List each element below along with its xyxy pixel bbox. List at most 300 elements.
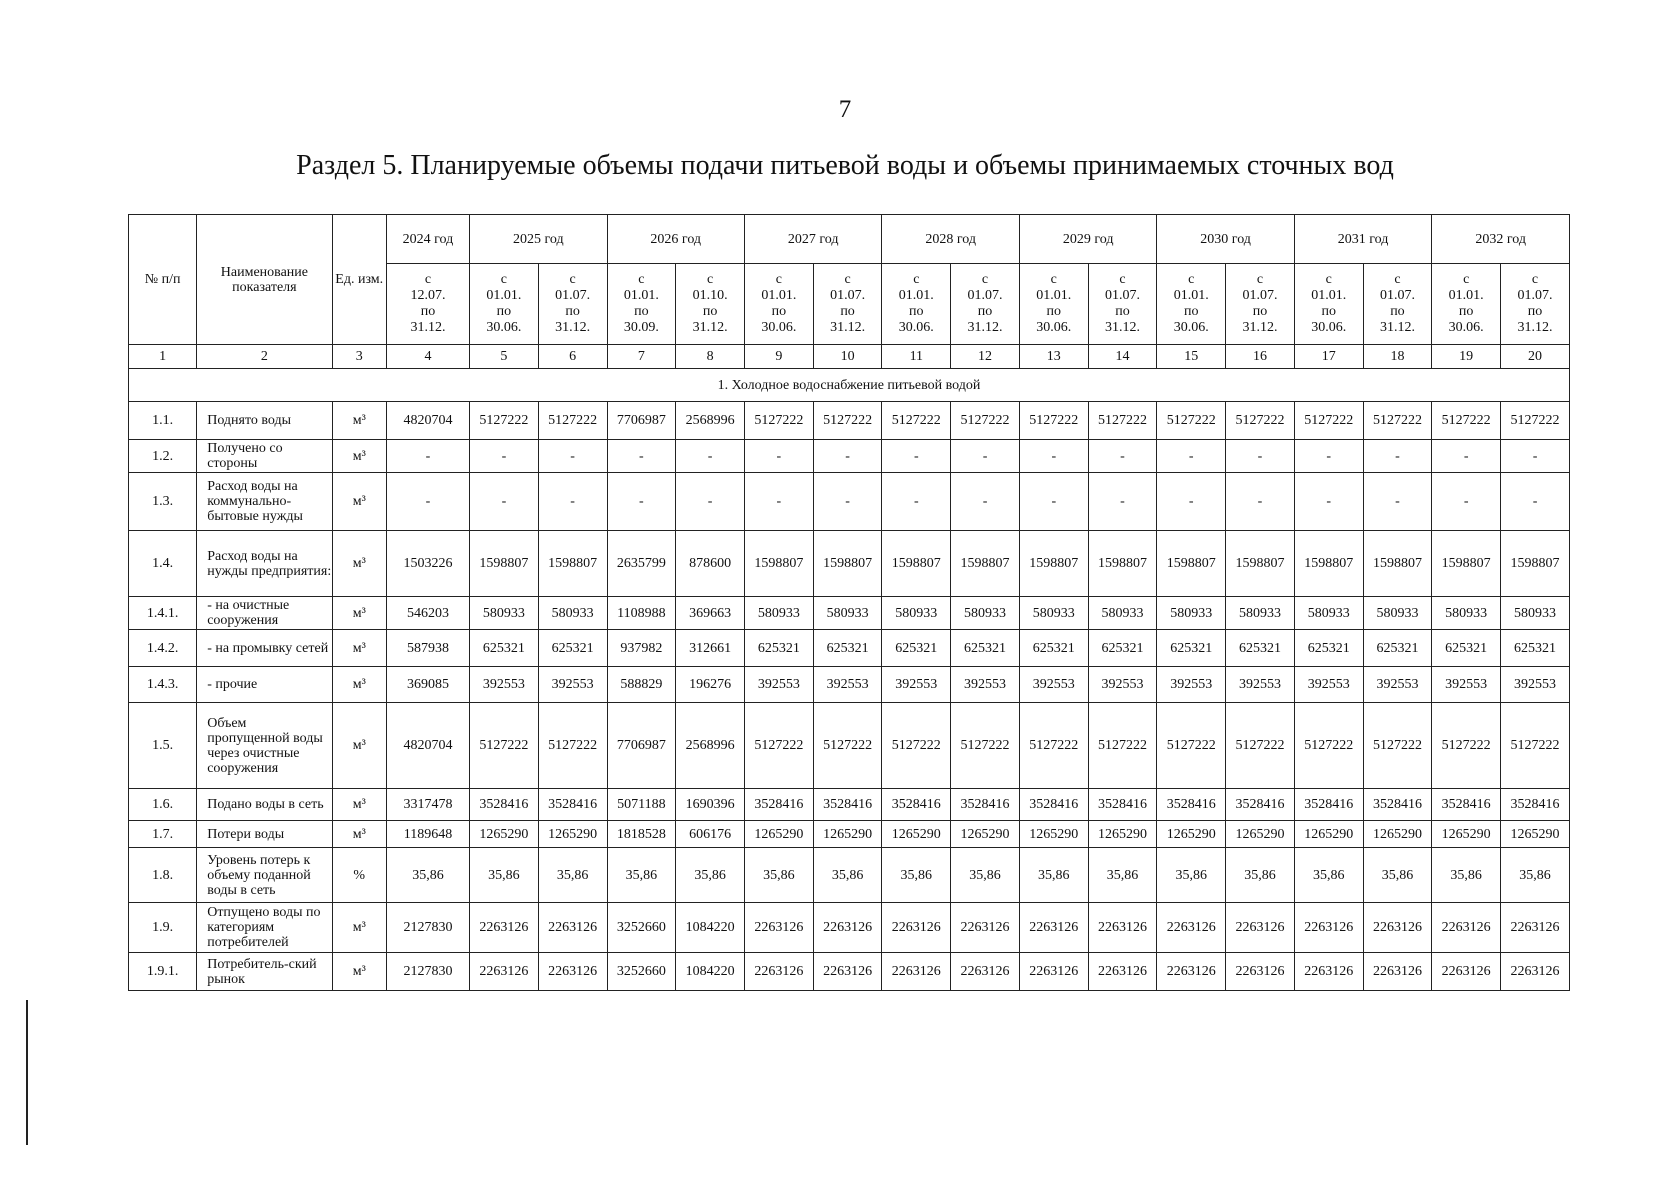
period-line: по — [1046, 304, 1062, 319]
year-header: 2025 год — [470, 215, 607, 264]
period-line: 30.09. — [623, 320, 659, 335]
row-name: Объем пропущенной воды через очистные сооружения — [197, 703, 332, 789]
period-line: 01.01. — [1311, 288, 1347, 303]
period-header — [1226, 264, 1295, 345]
value-cell: 1598807 — [1294, 531, 1363, 597]
value-cell: 1265290 — [1019, 821, 1088, 848]
header-no: № п/п — [129, 215, 197, 345]
period-line: с — [913, 272, 920, 287]
period-line: с — [569, 272, 576, 287]
row-unit: % — [332, 848, 386, 903]
period-line: 31.12. — [692, 320, 728, 335]
row-name: Подано воды в сеть — [197, 789, 332, 821]
value-cell: 5127222 — [1294, 402, 1363, 440]
value-cell: 878600 — [676, 531, 745, 597]
value-cell: 1265290 — [882, 821, 951, 848]
value-cell: 3528416 — [744, 789, 813, 821]
table-row — [129, 667, 1570, 703]
value-cell: - — [1501, 473, 1570, 531]
section-title: 1. Холодное водоснабжение питьевой водой — [129, 369, 1570, 402]
table-row — [129, 953, 1570, 991]
value-cell: - — [1226, 473, 1295, 531]
value-cell: 2263126 — [1432, 953, 1501, 991]
value-cell: 5127222 — [1019, 703, 1088, 789]
period-line: по — [1115, 304, 1130, 319]
period-line: 31.12. — [1379, 320, 1415, 335]
value-cell: 2263126 — [470, 903, 539, 953]
value-cell: 2263126 — [1157, 903, 1226, 953]
value-cell: 1265290 — [1432, 821, 1501, 848]
period-line: 30.06. — [761, 320, 797, 335]
row-name: Уровень потерь к объему поданной воды в сеть — [197, 848, 332, 903]
value-cell: 5127222 — [951, 703, 1020, 789]
value-cell: 35,86 — [470, 848, 539, 903]
row-name: - на промывку сетей — [197, 630, 332, 667]
value-cell: 580933 — [1019, 597, 1088, 630]
value-cell: 5127222 — [813, 402, 882, 440]
column-number: 16 — [1226, 345, 1295, 369]
period-line: по — [1390, 304, 1405, 319]
value-cell: 2263126 — [882, 903, 951, 953]
column-number: 8 — [676, 345, 745, 369]
value-cell: - — [676, 473, 745, 531]
value-cell: 1598807 — [1088, 531, 1157, 597]
table-row — [129, 531, 1570, 597]
period-line: по — [1252, 304, 1268, 319]
value-cell: 2127830 — [386, 903, 469, 953]
period-line: 12.07. — [410, 288, 446, 303]
row-number: 1.4. — [129, 531, 197, 597]
value-cell: 1189648 — [386, 821, 469, 848]
scan-edge-line — [26, 1000, 28, 1145]
row-number: 1.4.3. — [129, 667, 197, 703]
value-cell: 35,86 — [813, 848, 882, 903]
row-name: Потребитель-ский рынок — [197, 953, 332, 991]
value-cell: 1598807 — [470, 531, 539, 597]
value-cell: - — [1501, 440, 1570, 473]
value-cell: 1265290 — [1294, 821, 1363, 848]
value-cell: 5127222 — [882, 703, 951, 789]
row-unit: м³ — [332, 821, 386, 848]
value-cell: 580933 — [1432, 597, 1501, 630]
period-line: по — [1183, 304, 1199, 319]
value-cell: - — [1088, 473, 1157, 531]
period-line: с — [638, 272, 645, 287]
column-number: 13 — [1019, 345, 1088, 369]
value-cell: 580933 — [744, 597, 813, 630]
section-row — [129, 369, 1570, 402]
value-cell: 2263126 — [813, 953, 882, 991]
value-cell: 369085 — [386, 667, 469, 703]
value-cell: 1265290 — [1501, 821, 1570, 848]
value-cell: 2263126 — [470, 953, 539, 991]
value-cell: 580933 — [1226, 597, 1295, 630]
period-line: с — [706, 272, 714, 287]
period-header — [1501, 264, 1570, 345]
value-cell: 35,86 — [676, 848, 745, 903]
header-name: Наименование показателя — [197, 215, 332, 345]
column-number: 15 — [1157, 345, 1226, 369]
value-cell: 606176 — [676, 821, 745, 848]
value-cell: 5127222 — [1019, 402, 1088, 440]
period-header — [882, 264, 951, 345]
row-unit: м³ — [332, 630, 386, 667]
value-cell: 2263126 — [1226, 903, 1295, 953]
period-line: с — [1531, 272, 1539, 287]
period-line: по — [1458, 304, 1474, 319]
value-cell: 1084220 — [676, 903, 745, 953]
year-header: 2032 год — [1432, 215, 1570, 264]
page-number: 7 — [838, 96, 852, 123]
value-cell: 35,86 — [538, 848, 607, 903]
value-cell: 5127222 — [1226, 402, 1295, 440]
header-row-column-numbers — [129, 345, 1570, 369]
period-line: 31.12. — [830, 320, 866, 335]
value-cell: 392553 — [744, 667, 813, 703]
value-cell: - — [1363, 473, 1432, 531]
period-line: 30.06. — [1036, 320, 1072, 335]
period-line: 30.06. — [898, 320, 934, 335]
value-cell: 2568996 — [676, 402, 745, 440]
period-line: с — [1463, 272, 1470, 287]
period-line: с — [1119, 272, 1126, 287]
value-cell: 3528416 — [882, 789, 951, 821]
value-cell: - — [1432, 473, 1501, 531]
value-cell: 2127830 — [386, 953, 469, 991]
row-name: Потери воды — [197, 821, 332, 848]
year-header: 2031 год — [1294, 215, 1431, 264]
value-cell: 4820704 — [386, 402, 469, 440]
column-number: 18 — [1363, 345, 1432, 369]
column-number: 4 — [386, 345, 469, 369]
value-cell: 35,86 — [1226, 848, 1295, 903]
value-cell: 5127222 — [1363, 703, 1432, 789]
period-header — [538, 264, 607, 345]
row-unit: м³ — [332, 903, 386, 953]
value-cell: 3528416 — [1088, 789, 1157, 821]
value-cell: 1598807 — [1363, 531, 1432, 597]
value-cell: - — [744, 473, 813, 531]
value-cell: - — [1157, 473, 1226, 531]
value-cell: - — [951, 473, 1020, 531]
column-number: 10 — [813, 345, 882, 369]
value-cell: 625321 — [951, 630, 1020, 667]
period-line: по — [840, 304, 855, 319]
row-unit: м³ — [332, 597, 386, 630]
value-cell: 5127222 — [1226, 703, 1295, 789]
value-cell: 2263126 — [1019, 903, 1088, 953]
value-cell: 392553 — [1432, 667, 1501, 703]
value-cell: 3528416 — [1432, 789, 1501, 821]
value-cell: 625321 — [1157, 630, 1226, 667]
value-cell: 5127222 — [882, 402, 951, 440]
period-line: 31.12. — [1517, 320, 1553, 335]
value-cell: 1690396 — [676, 789, 745, 821]
value-cell: 35,86 — [1294, 848, 1363, 903]
period-line: 01.01. — [1036, 288, 1072, 303]
value-cell: 1084220 — [676, 953, 745, 991]
value-cell: 580933 — [882, 597, 951, 630]
period-line: по — [496, 304, 512, 319]
row-name: Расход воды на коммунально-бытовые нужды — [197, 473, 332, 531]
value-cell: 2263126 — [538, 903, 607, 953]
value-cell: 625321 — [1226, 630, 1295, 667]
value-cell: 1265290 — [744, 821, 813, 848]
period-line: 01.07. — [1242, 288, 1278, 303]
column-number: 17 — [1294, 345, 1363, 369]
value-cell: - — [1294, 473, 1363, 531]
value-cell: - — [386, 440, 469, 473]
water-volume-table — [128, 214, 1570, 991]
period-header — [1432, 264, 1501, 345]
period-line: по — [909, 304, 924, 319]
value-cell: 2263126 — [1363, 903, 1432, 953]
value-cell: 3528416 — [813, 789, 882, 821]
value-cell: - — [538, 440, 607, 473]
value-cell: 1818528 — [607, 821, 676, 848]
period-line: 31.12. — [1242, 320, 1278, 335]
value-cell: 2263126 — [1019, 953, 1088, 991]
value-cell: 625321 — [1294, 630, 1363, 667]
value-cell: 580933 — [813, 597, 882, 630]
period-line: с — [844, 272, 851, 287]
value-cell: 2263126 — [1088, 903, 1157, 953]
period-line: 01.01. — [486, 288, 522, 303]
value-cell: 3528416 — [1294, 789, 1363, 821]
value-cell: 625321 — [1432, 630, 1501, 667]
header-unit: Ед. изм. — [332, 215, 386, 345]
value-cell: 35,86 — [1432, 848, 1501, 903]
period-header — [1019, 264, 1088, 345]
column-number: 3 — [332, 345, 386, 369]
value-cell: 392553 — [1226, 667, 1295, 703]
period-line: с — [500, 272, 507, 287]
value-cell: 580933 — [1294, 597, 1363, 630]
value-cell: 2263126 — [1501, 903, 1570, 953]
period-line: 01.07. — [1379, 288, 1415, 303]
row-unit: м³ — [332, 667, 386, 703]
value-cell: 3528416 — [1226, 789, 1295, 821]
value-cell: - — [1294, 440, 1363, 473]
period-header — [676, 264, 745, 345]
value-cell: - — [1088, 440, 1157, 473]
period-line: 01.07. — [830, 288, 866, 303]
period-line: 01.07. — [1105, 288, 1140, 303]
period-line: с — [981, 272, 989, 287]
row-unit: м³ — [332, 953, 386, 991]
year-header: 2029 год — [1019, 215, 1156, 264]
value-cell: 5127222 — [813, 703, 882, 789]
period-line: по — [1321, 304, 1336, 319]
table-row — [129, 597, 1570, 630]
year-header: 2028 год — [882, 215, 1019, 264]
value-cell: 2263126 — [538, 953, 607, 991]
value-cell: 5127222 — [1088, 703, 1157, 789]
row-name: Получено со стороны — [197, 440, 332, 473]
value-cell: - — [470, 473, 539, 531]
value-cell: - — [882, 473, 951, 531]
value-cell: 3252660 — [607, 953, 676, 991]
value-cell: 3528416 — [470, 789, 539, 821]
column-number: 11 — [882, 345, 951, 369]
value-cell: 5127222 — [470, 402, 539, 440]
value-cell: 4820704 — [386, 703, 469, 789]
value-cell: 5127222 — [1294, 703, 1363, 789]
value-cell: 312661 — [676, 630, 745, 667]
value-cell: 1265290 — [538, 821, 607, 848]
period-line: с — [1325, 272, 1332, 287]
period-header — [386, 264, 469, 345]
table-row — [129, 903, 1570, 953]
row-number: 1.1. — [129, 402, 197, 440]
period-line: по — [977, 304, 993, 319]
column-number: 19 — [1432, 345, 1501, 369]
value-cell: 587938 — [386, 630, 469, 667]
period-header — [607, 264, 676, 345]
value-cell: 1265290 — [470, 821, 539, 848]
value-cell: 5127222 — [538, 402, 607, 440]
value-cell: - — [813, 440, 882, 473]
row-unit: м³ — [332, 703, 386, 789]
value-cell: 580933 — [1501, 597, 1570, 630]
value-cell: 2263126 — [1363, 953, 1432, 991]
value-cell: 2263126 — [1294, 953, 1363, 991]
value-cell: 7706987 — [607, 703, 676, 789]
value-cell: - — [607, 440, 676, 473]
period-line: 31.12. — [1105, 320, 1140, 335]
value-cell: 35,86 — [386, 848, 469, 903]
value-cell: - — [676, 440, 745, 473]
value-cell: 3528416 — [1157, 789, 1226, 821]
year-header: 2026 год — [607, 215, 744, 264]
value-cell: 35,86 — [951, 848, 1020, 903]
period-line: 30.06. — [1311, 320, 1347, 335]
value-cell: 580933 — [538, 597, 607, 630]
value-cell: 35,86 — [607, 848, 676, 903]
page-title: Раздел 5. Планируемые объемы подачи питьевой воды и объемы принимаемых сточных вод — [296, 150, 1394, 181]
value-cell: 580933 — [470, 597, 539, 630]
value-cell: 392553 — [1501, 667, 1570, 703]
period-line: 31.12. — [410, 320, 446, 335]
value-cell: 392553 — [1294, 667, 1363, 703]
row-name: Расход воды на нужды предприятия: — [197, 531, 332, 597]
value-cell: 5127222 — [538, 703, 607, 789]
column-number: 9 — [744, 345, 813, 369]
value-cell: 35,86 — [1363, 848, 1432, 903]
value-cell: - — [744, 440, 813, 473]
value-cell: 1265290 — [1157, 821, 1226, 848]
period-line: с — [1050, 272, 1057, 287]
value-cell: 5127222 — [1432, 402, 1501, 440]
value-cell: 392553 — [813, 667, 882, 703]
value-cell: - — [538, 473, 607, 531]
row-name: Поднято воды — [197, 402, 332, 440]
value-cell: - — [386, 473, 469, 531]
period-line: по — [420, 304, 436, 319]
row-unit: м³ — [332, 531, 386, 597]
period-line: 30.06. — [486, 320, 522, 335]
period-line: 01.01. — [1448, 288, 1484, 303]
value-cell: 1598807 — [1226, 531, 1295, 597]
value-cell: - — [1019, 440, 1088, 473]
table-row — [129, 630, 1570, 667]
period-line: 30.06. — [1173, 320, 1209, 335]
value-cell: 2263126 — [744, 903, 813, 953]
row-number: 1.5. — [129, 703, 197, 789]
value-cell: 1108988 — [607, 597, 676, 630]
value-cell: 1265290 — [1088, 821, 1157, 848]
value-cell: 1598807 — [882, 531, 951, 597]
header-row-years — [129, 215, 1570, 264]
period-header — [470, 264, 539, 345]
value-cell: 5127222 — [1157, 703, 1226, 789]
row-number: 1.4.1. — [129, 597, 197, 630]
period-header — [1157, 264, 1226, 345]
value-cell: 369663 — [676, 597, 745, 630]
column-number: 14 — [1088, 345, 1157, 369]
row-unit: м³ — [332, 440, 386, 473]
row-name: Отпущено воды по категориям потребителей — [197, 903, 332, 953]
value-cell: 625321 — [882, 630, 951, 667]
table-row — [129, 473, 1570, 531]
value-cell: 2263126 — [744, 953, 813, 991]
period-line: по — [702, 304, 718, 319]
row-number: 1.7. — [129, 821, 197, 848]
value-cell: 392553 — [1363, 667, 1432, 703]
period-header — [813, 264, 882, 345]
period-line: 01.10. — [692, 288, 728, 303]
value-cell: 3528416 — [1019, 789, 1088, 821]
column-number: 12 — [951, 345, 1020, 369]
period-line: с — [775, 272, 782, 287]
value-cell: 3317478 — [386, 789, 469, 821]
value-cell: 35,86 — [1019, 848, 1088, 903]
column-number: 1 — [129, 345, 197, 369]
value-cell: 1598807 — [1432, 531, 1501, 597]
value-cell: 7706987 — [607, 402, 676, 440]
period-header — [951, 264, 1020, 345]
period-line: по — [1527, 304, 1543, 319]
value-cell: 2263126 — [882, 953, 951, 991]
value-cell: 1598807 — [1157, 531, 1226, 597]
value-cell: 2263126 — [1501, 953, 1570, 991]
value-cell: 5127222 — [744, 402, 813, 440]
value-cell: 5127222 — [1157, 402, 1226, 440]
value-cell: - — [882, 440, 951, 473]
period-line: с — [1256, 272, 1264, 287]
table-row — [129, 821, 1570, 848]
value-cell: 5127222 — [1363, 402, 1432, 440]
value-cell: 588829 — [607, 667, 676, 703]
period-line: 01.01. — [761, 288, 797, 303]
value-cell: 625321 — [1019, 630, 1088, 667]
value-cell: 3528416 — [538, 789, 607, 821]
period-line: 01.01. — [623, 288, 659, 303]
period-line: с — [1188, 272, 1195, 287]
table-row — [129, 440, 1570, 473]
value-cell: 1598807 — [538, 531, 607, 597]
row-number: 1.6. — [129, 789, 197, 821]
period-line: 01.07. — [555, 288, 591, 303]
value-cell: 1265290 — [951, 821, 1020, 848]
value-cell: 392553 — [538, 667, 607, 703]
value-cell: 2263126 — [1088, 953, 1157, 991]
value-cell: 35,86 — [1157, 848, 1226, 903]
value-cell: 5071188 — [607, 789, 676, 821]
period-line: по — [565, 304, 580, 319]
value-cell: 625321 — [470, 630, 539, 667]
table-row — [129, 402, 1570, 440]
